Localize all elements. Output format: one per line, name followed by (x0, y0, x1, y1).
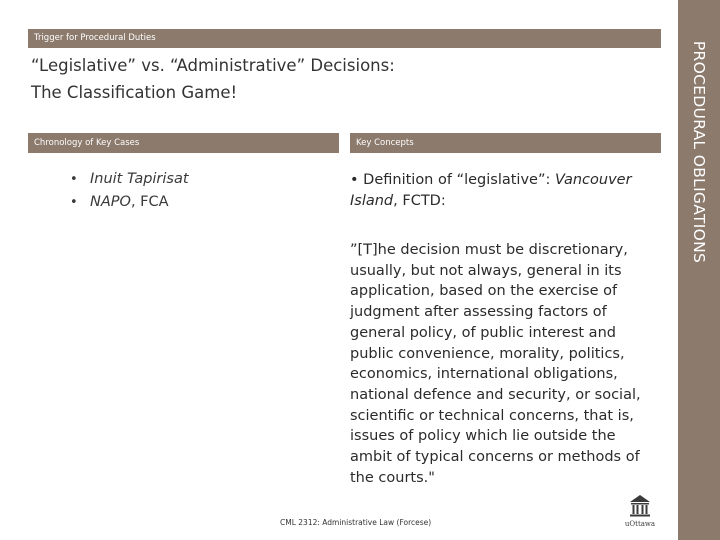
quote-line: ”[T]he decision must be discretionary, (350, 242, 628, 258)
list-item (70, 191, 189, 214)
definition-prefix: • Definition of “legislative”: (350, 172, 555, 188)
case-name: NAPO (90, 194, 131, 210)
list-item (70, 168, 189, 191)
section-header-bar (28, 29, 661, 48)
quote-line: ambit of typical concerns or methods of (350, 449, 640, 466)
slide-title (31, 52, 651, 106)
quote-line: economics, international obligations, (350, 366, 618, 383)
case-name: Inuit Tapirisat (90, 171, 189, 187)
section-label: Trigger for Procedural Duties (34, 33, 156, 43)
definition-bullet (350, 170, 670, 212)
case-court: , FCA (130, 194, 169, 210)
quote-line: the courts." (350, 469, 435, 486)
quote-line: general policy, of public interest and (350, 324, 616, 341)
definition-quote (350, 240, 670, 488)
title-line-2: The Classification Game! (31, 83, 238, 102)
quote-line: judgment after assessing factors of (350, 304, 607, 321)
university-building-icon (622, 492, 658, 520)
quote-line: usually, but not always, general in its (350, 262, 622, 279)
quote-line: issues of policy which lie outside the (350, 428, 616, 445)
left-column-header (28, 133, 339, 153)
quote-line: national defence and security, or social, (350, 386, 641, 403)
quote-line: application, based on the exercise of (350, 283, 618, 300)
quote-line: public convenience, morality, politics, (350, 345, 625, 362)
title-line-1: “Legislative” vs. “Administrative” Decisions: (31, 56, 395, 75)
logo-wordmark: uOttawa (624, 520, 656, 528)
side-label: PROCEDURAL OBLIGATIONS (690, 40, 708, 264)
quote-line: scientific or technical concerns, that is, (350, 407, 634, 424)
right-column-header-label: Key Concepts (356, 138, 414, 148)
definition-suffix: , FCTD: (393, 193, 446, 209)
left-column-header-label: Chronology of Key Cases (34, 138, 140, 148)
right-column-header (350, 133, 661, 153)
definition-case: Vancouver Island (350, 172, 632, 209)
university-logo (622, 492, 658, 530)
case-list (70, 168, 189, 214)
course-footer: CML 2312: Administrative Law (Forcese) (280, 518, 432, 527)
